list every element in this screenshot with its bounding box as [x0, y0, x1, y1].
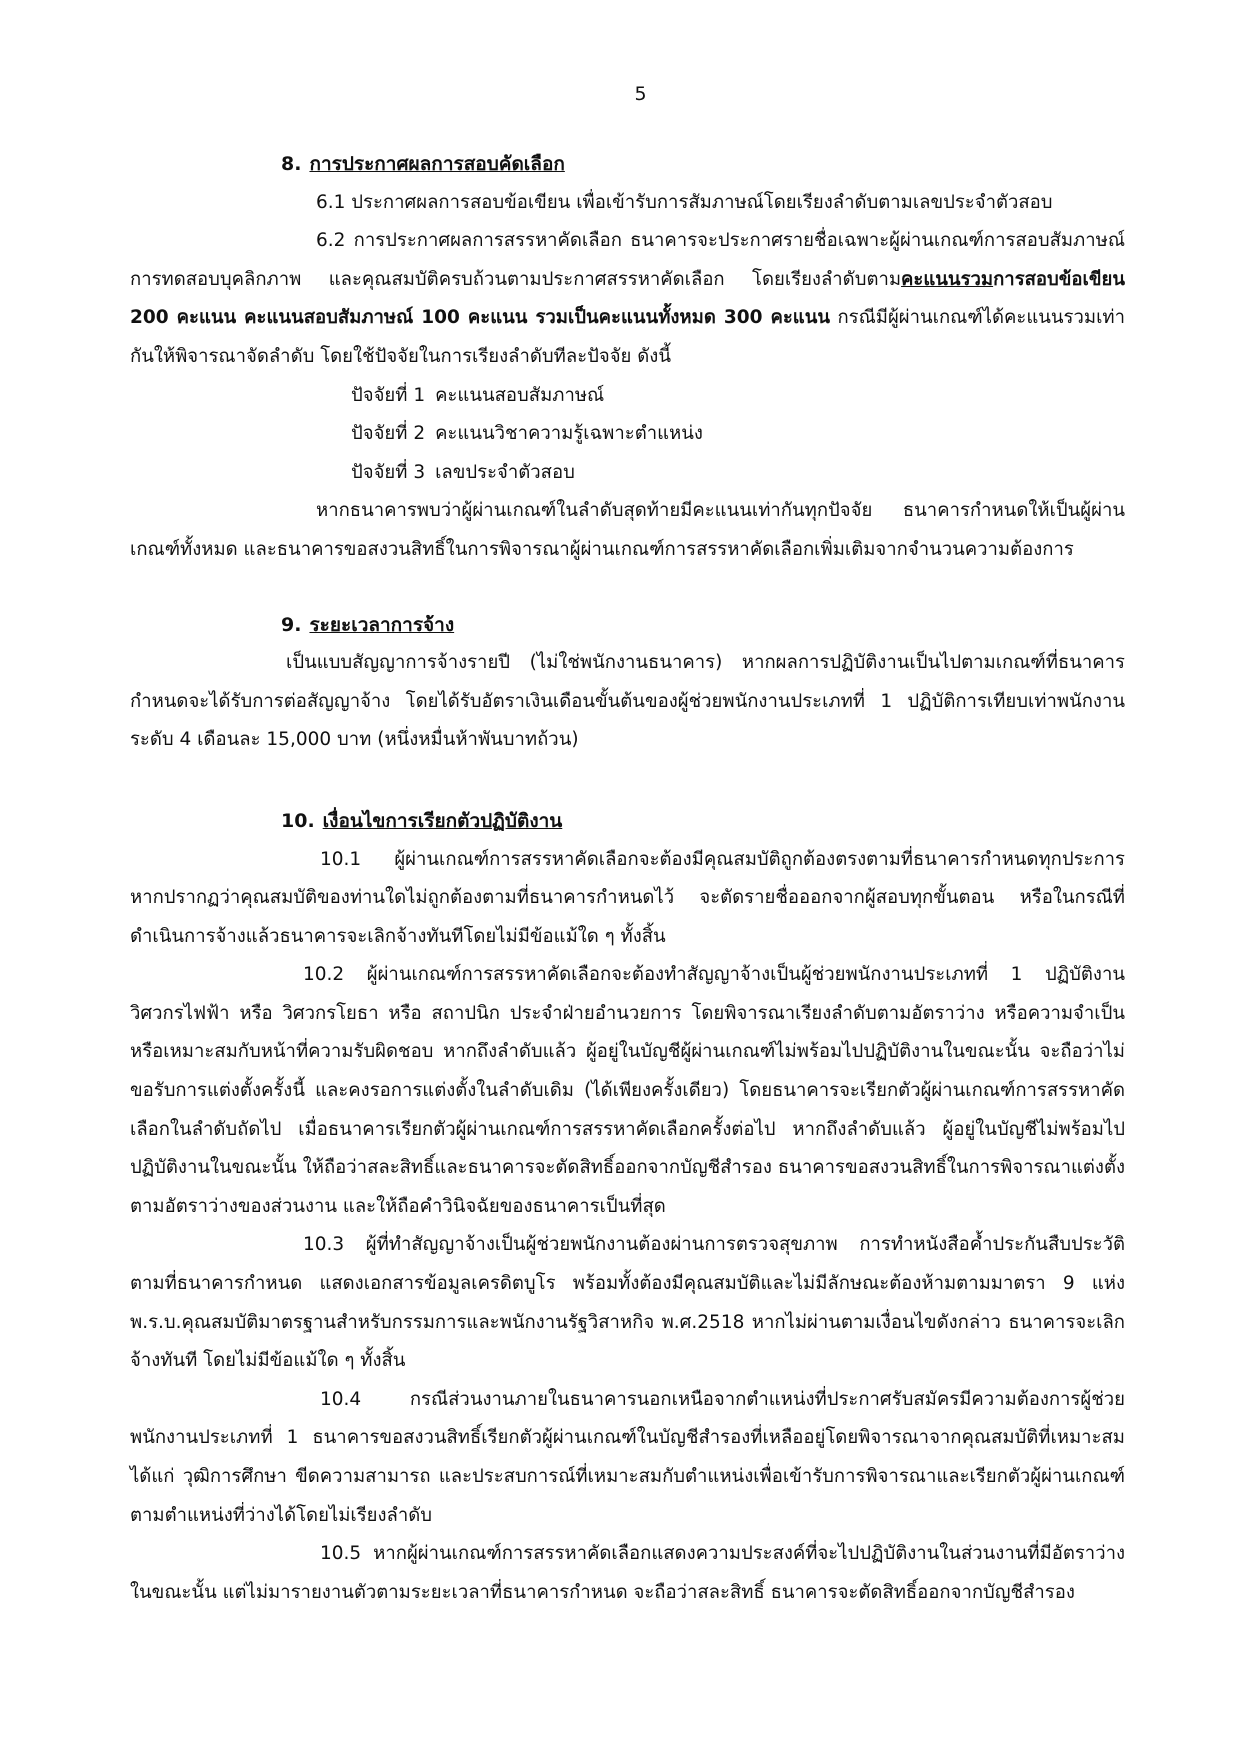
paragraph: 10.3 ผู้ที่ทำสัญญาจ้างเป็นผู้ช่วยพนักงานต้องผ่านการตรวจสุขภาพ การทำหนังสือค้ำประกันสืบประวัติตามที่ธนาคารกำหนด แสดงเอกสารข้อมูลเครดิตบูโร พร้อมทั้งต้องมีคุณสมบัติและไม่มีลักษณะต้องห้ามตามมาตรา 9 แห่ง พ.ร.บ.คุณสมบัติมาตรฐานสำหรับกรรมการและพนักงานรัฐวิสาหกิจ พ.ศ.2518 หากไม่ผ่านตามเงื่อนไขดังกล่าว ธนาคารจะเลิกจ้างทันที โดยไม่มีข้อแม้ใด ๆ ทั้งสิ้น: [130, 1234, 1125, 1372]
paragraph-text: กรณีมีผู้ผ่านเกณฑ์ได้คะแนนรวมเท่ากันให้พิจารณาจัดลำดับ โดยใช้ปัจจัยในการเรียงลำดับทีละปัจจัย ดังนี้: [130, 307, 1125, 367]
spacer: [130, 570, 1125, 606]
factor-text: เลขประจำตัวสอบ: [435, 461, 575, 483]
section-number: 9.: [281, 613, 302, 636]
section-title: ระยะเวลาการจ้าง: [309, 613, 455, 636]
paragraph: หากธนาคารพบว่าผู้ผ่านเกณฑ์ในลำดับสุดท้ายมีคะแนนเท่ากันทุกปัจจัย ธนาคารกำหนดให้เป็นผู้ผ่านเกณฑ์ทั้งหมด และธนาคารขอสงวนสิทธิ์ในการพิจารณาผู้ผ่านเกณฑ์การสรรหาคัดเลือกเพิ่มเติมจากจำนวนความต้องการ: [130, 500, 1125, 560]
factor-text: คะแนนสอบสัมภาษณ์: [435, 384, 605, 406]
emphasis-underlined: คะแนนรวม: [901, 268, 994, 290]
factor-text: คะแนนวิชาความรู้เฉพาะตำแหน่ง: [435, 423, 703, 445]
paragraph: 10.5 หากผู้ผ่านเกณฑ์การสรรหาคัดเลือกแสดงความประสงค์ที่จะไปปฏิบัติงานในส่วนงานที่มีอัตราว่างในขณะนั้น แต่ไม่มารายงานตัวตามระยะเวลาที่ธนาคารกำหนด จะถือว่าสละสิทธิ์ ธนาคารจะตัดสิทธิ์ออกจากบัญชีสำรอง: [130, 1543, 1125, 1603]
paragraph: 10.4 กรณีส่วนงานภายในธนาคารนอกเหนือจากตำแหน่งที่ประกาศรับสมัครมีความต้องการผู้ช่วยพนักงานประเภทที่ 1 ธนาคารขอสงวนสิทธิ์เรียกตัวผู้ผ่านเกณฑ์ในบัญชีสำรองที่เหลืออยู่โดยพิจารณาจากคุณสมบัติที่เหมาะสม ได้แก่ วุฒิการศึกษา ขีดความสามารถ และประสบการณ์ที่เหมาะสมกับตำแหน่งเพื่อเข้ารับการพิจารณาและเรียกตัวผู้ผ่านเกณฑ์ตามตำแหน่งที่ว่างได้โดยไม่เรียงลำดับ: [130, 1388, 1125, 1526]
paragraph-text: 6.2 การประกาศผลการสรรหาคัดเลือก ธนาคารจะประกาศรายชื่อเฉพาะผู้ผ่านเกณฑ์การสอบสัมภาษณ์ การทดสอบบุคลิกภาพ และคุณสมบัติครบถ้วนตามประกาศสรรหาคัดเลือก โดยเรียงลำดับตาม: [130, 230, 1125, 290]
section-number: 8.: [281, 153, 302, 175]
factor-item: [130, 377, 1125, 416]
factor-label: ปัจจัยที่ 3: [351, 461, 426, 483]
factor-label: ปัจจัยที่ 1: [351, 384, 426, 406]
paragraph: 6.1 ประกาศผลการสอบข้อเขียน เพื่อเข้ารับการสัมภาษณ์โดยเรียงลำดับตามเลขประจำตัวสอบ: [316, 191, 1053, 213]
paragraph: 10.2 ผู้ผ่านเกณฑ์การสรรหาคัดเลือกจะต้องทำสัญญาจ้างเป็นผู้ช่วยพนักงานประเภทที่ 1 ปฏิบัติงานวิศวกรไฟฟ้า หรือ วิศวกรโยธา หรือ สถาปนิก ประจำฝ่ายอำนวยการ โดยพิจารณาเรียงลำดับตามอัตราว่าง หรือความจำเป็น หรือเหมาะสมกับหน้าที่ความรับผิดชอบ หากถึงลำดับแล้ว ผู้อยู่ในบัญชีผู้ผ่านเกณฑ์ไม่พร้อมไปปฏิบัติงานในขณะนั้น จะถือว่าไม่ขอรับการแต่งตั้งครั้งนี้ และคงรอการแต่งตั้งในลำดับเดิม (ได้เพียงครั้งเดียว) โดยธนาคารจะเรียกตัวผู้ผ่านเกณฑ์การสรรหาคัดเลือกในลำดับถัดไป เมื่อธนาคารเรียกตัวผู้ผ่านเกณฑ์การสรรหาคัดเลือกครั้งต่อไป หากถึงลำดับแล้ว ผู้อยู่ในบัญชีไม่พร้อมไปปฏิบัติงานในขณะนั้น ให้ถือว่าสละสิทธิ์และธนาคารจะตัดสิทธิ์ออกจากบัญชีสำรอง ธนาคารขอสงวนสิทธิ์ในการพิจารณาแต่งตั้งตามอัตราว่างของส่วนงาน และให้ถือคำวินิจฉัยของธนาคารเป็นที่สุด: [130, 964, 1125, 1217]
section-heading: [130, 606, 1125, 645]
factor-item: [130, 415, 1125, 454]
section-call-conditions: [130, 802, 1125, 1612]
section-title: การประกาศผลการสอบคัดเลือก: [309, 153, 565, 175]
emphasis-bold: การสอบข้อเขียน 200 คะแนน คะแนนสอบสัมภาษณ์ 100 คะแนน รวมเป็นคะแนนทั้งหมด 300 คะแนน: [130, 268, 1125, 329]
section-heading: [130, 145, 1125, 184]
factor-item: [130, 454, 1125, 493]
paragraph: 10.1 ผู้ผ่านเกณฑ์การสรรหาคัดเลือกจะต้องมีคุณสมบัติถูกต้องตรงตามที่ธนาคารกำหนดทุกประการ หากปรากฏว่าคุณสมบัติของท่านใดไม่ถูกต้องตามที่ธนาคารกำหนดไว้ จะตัดรายชื่อออกจากผู้สอบทุกขั้นตอน หรือในกรณีที่ดำเนินการจ้างแล้วธนาคารจะเลิกจ้างทันทีโดยไม่มีข้อแม้ใด ๆ ทั้งสิ้น: [130, 848, 1125, 947]
spacer: [130, 760, 1125, 802]
section-employment-period: [130, 606, 1125, 760]
section-heading: [130, 802, 1125, 841]
page-number: 5: [634, 83, 647, 105]
document-body: [130, 145, 1125, 1612]
section-title: เงื่อนไขการเรียกตัวปฏิบัติงาน: [322, 809, 563, 832]
section-announcement: [130, 145, 1125, 570]
paragraph: เป็นแบบสัญญาการจ้างรายปี (ไม่ใช่พนักงานธนาคาร) หากผลการปฏิบัติงานเป็นไปตามเกณฑ์ที่ธนาคารกำหนดจะได้รับการต่อสัญญาจ้าง โดยได้รับอัตราเงินเดือนขั้นต้นของผู้ช่วยพนักงานประเภทที่ 1 ปฏิบัติการเทียบเท่าพนักงาน ระดับ 4 เดือนละ 15,000 บาท (หนึ่งหมื่นห้าพันบาทถ้วน): [130, 652, 1125, 751]
factor-label: ปัจจัยที่ 2: [351, 423, 426, 445]
factor-list: [130, 377, 1125, 493]
paragraph: [130, 222, 1125, 376]
section-number: 10.: [281, 809, 315, 832]
